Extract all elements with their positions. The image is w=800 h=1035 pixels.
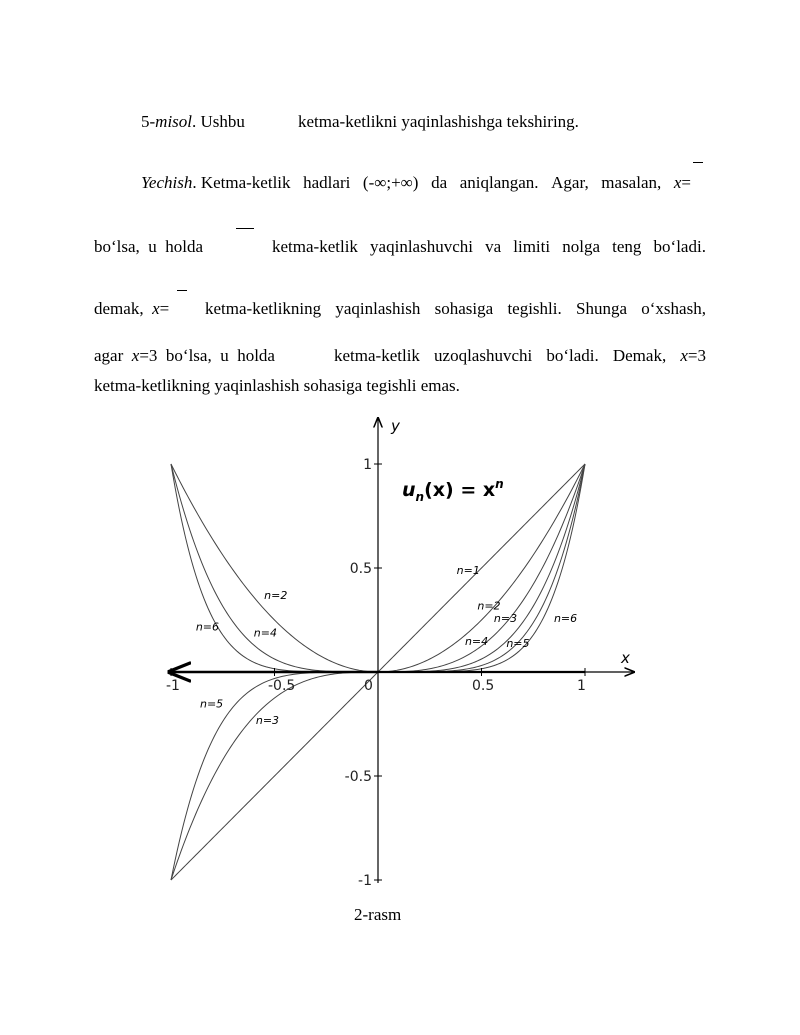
problem-text-a: . Ushbu	[192, 112, 245, 131]
solution-word: da	[431, 173, 448, 192]
solution-line-4b: ketma-ketlik uzoqlashuvchi bo‘ladi. Demak, x=3	[334, 346, 706, 365]
figure	[160, 413, 640, 893]
x-tick-label: 1	[577, 678, 586, 694]
y-tick-label: 1	[363, 457, 372, 473]
solution-line-2a: bo‘lsa, u holda	[94, 237, 204, 256]
solution-word: masalan,	[601, 173, 662, 192]
solution-label: Yechish	[141, 173, 193, 192]
solution-word: Agar,	[551, 173, 589, 192]
x-axis-label: x	[621, 649, 630, 667]
curve-label: n=6	[195, 620, 220, 634]
curve-label: n=2	[477, 599, 501, 613]
solution-word: Yechish. Ketma-ketlik	[141, 173, 291, 192]
solution-word: aniqlangan.	[459, 173, 539, 192]
x-tick-label: -1	[166, 678, 180, 694]
solution-word: (-∞;+∞)	[362, 173, 419, 192]
y-tick-label: -1	[358, 873, 372, 889]
y-tick-label: -0.5	[344, 769, 372, 785]
solution-line-1	[141, 172, 691, 194]
fraction-bar	[236, 228, 254, 229]
solution-line-5: ketma-ketlikning yaqinlashish sohasiga tegishli emas.	[94, 376, 460, 395]
curve-label: n=6	[553, 612, 578, 626]
function-plot	[160, 413, 640, 893]
solution-word: hadlari	[303, 173, 351, 192]
figure-caption: 2-rasm	[354, 905, 402, 924]
y-axis-label: y	[391, 417, 400, 435]
fraction-bar	[177, 290, 187, 291]
curve-label: n=3	[493, 612, 518, 626]
curve-label: n=5	[199, 697, 224, 711]
solution-line-3b: ketma-ketlikning yaqinlashish sohasiga tegishli. Shunga o‘xshash,	[205, 299, 706, 318]
curve-label: n=1	[456, 564, 480, 578]
formula: $u_n(x) = x^n$	[402, 477, 504, 504]
curve-label: n=3	[255, 714, 280, 727]
solution-line-3a: demak, x=	[94, 299, 170, 318]
solution-word: x=	[673, 173, 691, 192]
problem-text-b: ketma-ketlikni yaqinlashishga tekshiring.	[298, 112, 579, 131]
solution-line-4a: agar x=3 bo‘lsa, u holda	[94, 346, 275, 365]
y-tick-label: 0.5	[349, 561, 372, 577]
fraction-bar	[693, 162, 703, 163]
curve-label: n=4	[464, 634, 489, 648]
problem-number: 5-	[141, 112, 156, 131]
x-tick-label: 0.5	[472, 678, 495, 694]
solution-line-2b: ketma-ketlik yaqinlashuvchi va limiti nolga teng bo‘ladi.	[272, 237, 706, 256]
problem-label: misol	[155, 112, 193, 131]
curve-label: n=4	[253, 626, 277, 640]
x-tick-label: 0	[364, 678, 373, 694]
x-tick-label: -0.5	[268, 678, 296, 694]
curve-label: n=2	[264, 589, 288, 603]
problem-statement	[141, 111, 245, 133]
curve-label: n=5	[506, 637, 530, 651]
